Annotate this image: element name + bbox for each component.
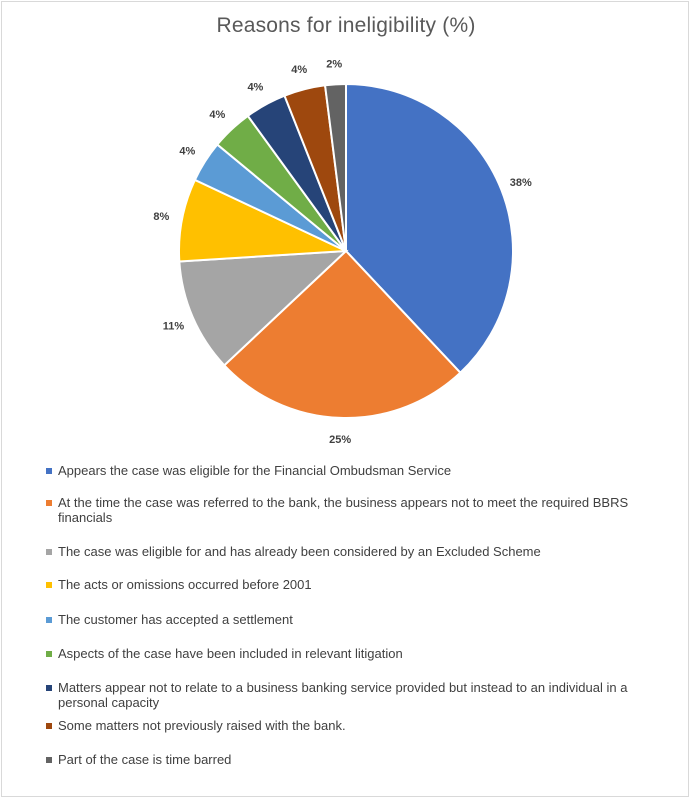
legend-item bbox=[46, 495, 661, 525]
legend-label: Aspects of the case have been included in relevant litigation bbox=[58, 646, 403, 661]
data-label-appears-the-case-was-eligible-for-the-fi: 38% bbox=[509, 176, 532, 189]
legend-item bbox=[46, 612, 661, 627]
legend-item bbox=[46, 718, 661, 733]
legend-marker-icon bbox=[46, 651, 52, 657]
chart-title: Reasons for ineligibility (%) bbox=[216, 14, 476, 37]
legend-label: Matters appear not to relate to a business banking service provided but instead to an individual in a personal capacity bbox=[58, 680, 628, 710]
legend-label: Some matters not previously raised with the bank. bbox=[58, 718, 346, 733]
legend-label: At the time the case was referred to the bank, the business appears not to meet the required BBRS financials bbox=[58, 495, 629, 525]
legend-marker-icon bbox=[46, 582, 52, 588]
data-label-the-case-was-eligible-for-and-has-alread: 11% bbox=[162, 320, 185, 333]
data-label-the-customer-has-accepted-a-settlement: 4% bbox=[179, 145, 196, 158]
legend-label: Appears the case was eligible for the Financial Ombudsman Service bbox=[58, 463, 452, 478]
legend-item bbox=[46, 680, 661, 710]
data-label-at-the-time-the-case-was-referred-to-the: 25% bbox=[329, 433, 352, 446]
legend bbox=[46, 463, 661, 767]
legend-item bbox=[46, 463, 661, 478]
data-label-aspects-of-the-case-have-been-included-i: 4% bbox=[209, 109, 226, 121]
legend-marker-icon bbox=[46, 549, 52, 555]
legend-marker-icon bbox=[46, 685, 52, 691]
data-label-some-matters-not-previously-raised-with-: 4% bbox=[291, 63, 308, 76]
legend-item bbox=[46, 544, 661, 559]
data-label-the-acts-or-omissions-occurred-before-20: 8% bbox=[153, 210, 170, 223]
legend-label: The acts or omissions occurred before 2001 bbox=[58, 577, 312, 592]
legend-marker-icon bbox=[46, 757, 52, 763]
legend-item bbox=[46, 646, 661, 661]
legend-label: The case was eligible for and has already been considered by an Excluded Scheme bbox=[58, 544, 541, 559]
legend-item bbox=[46, 577, 661, 592]
data-label-part-of-the-case-is-time-barred: 2% bbox=[326, 58, 343, 71]
legend-marker-icon bbox=[46, 500, 52, 506]
legend-marker-icon bbox=[46, 723, 52, 729]
legend-label: Part of the case is time barred bbox=[58, 752, 232, 767]
data-label-matters-appear-not-to-relate-to-a-busine: 4% bbox=[247, 81, 264, 94]
legend-marker-icon bbox=[46, 617, 52, 623]
legend-marker-icon bbox=[46, 468, 52, 474]
legend-label: The customer has accepted a settlement bbox=[58, 612, 293, 627]
legend-item bbox=[46, 752, 661, 767]
